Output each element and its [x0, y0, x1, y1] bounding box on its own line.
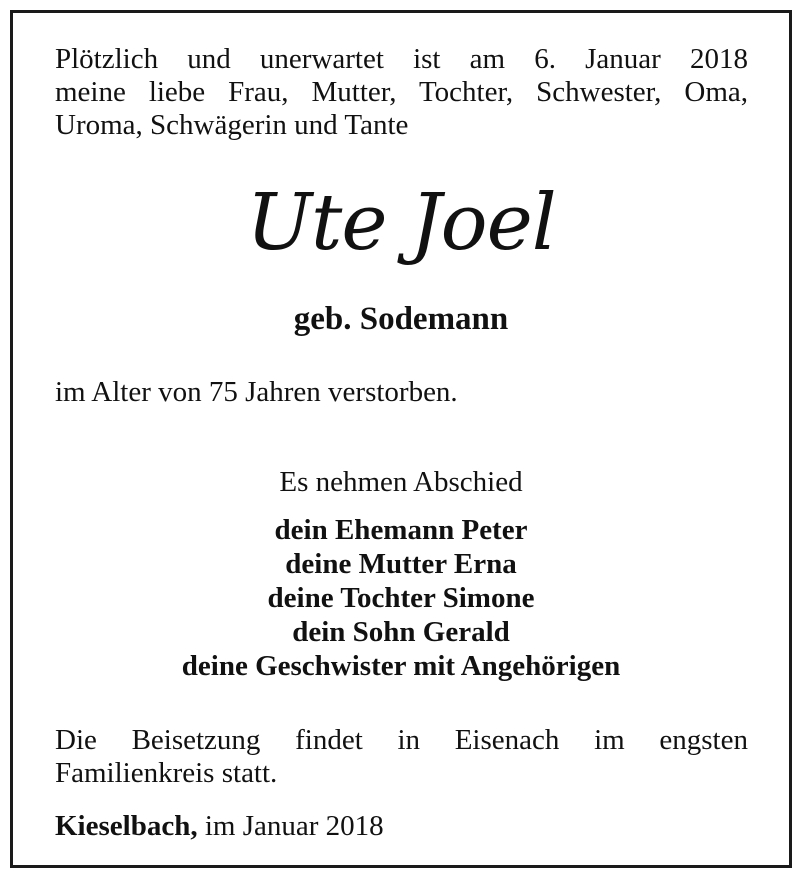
mourner: deine Tochter Simone: [267, 582, 535, 614]
date: im Januar 2018: [197, 810, 384, 842]
farewell-heading: Es nehmen Abschied: [279, 466, 523, 498]
intro-line: meine liebe Frau, Mutter, Tochter, Schwester, Oma,: [55, 76, 748, 108]
age-text: im Alter von 75 Jahren verstorben.: [55, 376, 458, 408]
intro-text: [55, 43, 748, 142]
funeral-line: Die Beisetzung findet in Eisenach im engsten: [55, 724, 748, 756]
deceased-name: Ute Joel: [246, 178, 556, 268]
mourners-list: [13, 513, 789, 683]
funeral-line: Familienkreis statt.: [55, 757, 278, 789]
obituary-frame: [10, 10, 792, 868]
mourner: dein Ehemann Peter: [274, 514, 528, 546]
place: Kieselbach,: [55, 810, 198, 842]
funeral-text: [55, 724, 748, 790]
mourner: deine Mutter Erna: [285, 548, 517, 580]
intro-line: Uroma, Schwägerin und Tante: [55, 109, 409, 141]
maiden-name: geb. Sodemann: [293, 301, 509, 337]
place-date: [55, 810, 384, 843]
mourner: dein Sohn Gerald: [292, 616, 510, 648]
mourner: deine Geschwister mit Angehörigen: [181, 650, 621, 682]
intro-line: Plötzlich und unerwartet ist am 6. Januar 2018: [55, 43, 748, 75]
